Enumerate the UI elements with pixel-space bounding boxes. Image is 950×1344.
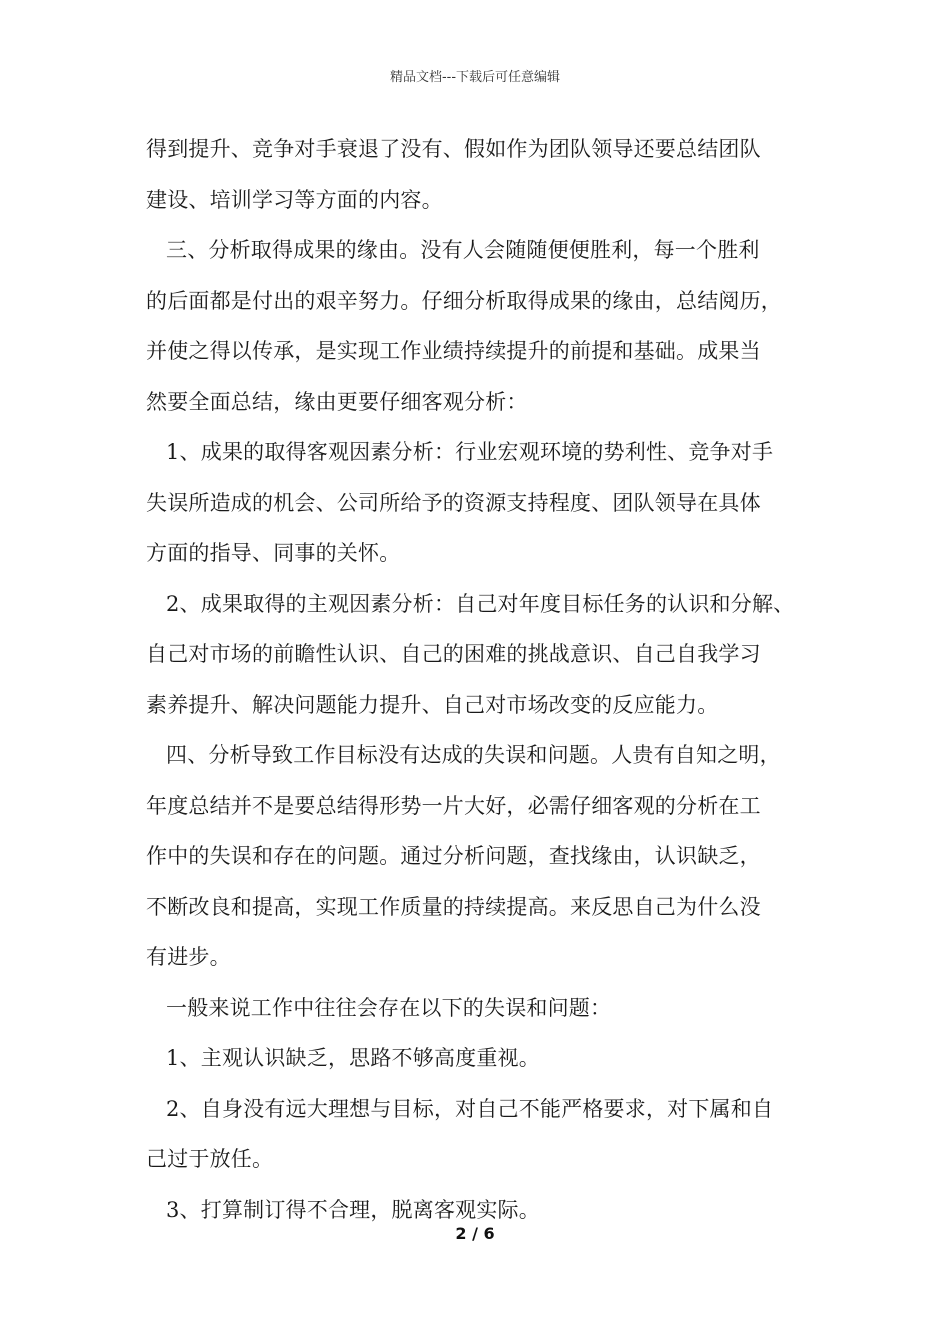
text-line: 不断改良和提高，实现工作质量的持续提高。来反思自己为什么没 [146, 894, 761, 919]
text-line: 的后面都是付出的艰辛努力。仔细分析取得成果的缘由，总结阅历， [146, 288, 782, 313]
text-line: 有进步。 [146, 945, 231, 969]
text-line: 1、主观认识缺乏，思路不够高度重视。 [166, 1046, 540, 1070]
text-line: 四、分析导致工作目标没有达成的失误和问题。人贵有自知之明， [166, 743, 781, 767]
text-line: 作中的失误和存在的问题。通过分析问题，查找缘由，认识缺乏， [146, 844, 761, 868]
text-line: 三、分析取得成果的缘由。没有人会随随便便胜利，每一个胜利 [166, 238, 760, 262]
page-header: 精品文档---下载后可任意编辑 [389, 70, 561, 85]
text-line: 得到提升、竞争对手衰退了没有、假如作为团队领导还要总结团队 [146, 137, 761, 161]
text-line: 方面的指导、同事的关怀。 [146, 541, 401, 565]
text-line: 并使之得以传承，是实现工作业绩持续提升的前提和基础。成果当 [146, 339, 761, 363]
text-line: 年度总结并不是要总结得形势一片大好，必需仔细客观的分析在工 [146, 793, 761, 818]
text-line: 失误所造成的机会、公司所给予的资源支持程度、团队领导在具体 [146, 490, 761, 515]
text-line: 2、自身没有远大理想与目标，对自己不能严格要求，对下属和自 [166, 1096, 774, 1121]
text-line: 1、成果的取得客观因素分析：行业宏观环境的势利性、竞争对手 [166, 440, 774, 464]
text-line: 然要全面总结，缘由更要仔细客观分析： [146, 389, 528, 414]
text-line: 素养提升、解决问题能力提升、自己对市场改变的反应能力。 [146, 692, 719, 717]
text-line: 建设、培训学习等方面的内容。 [146, 187, 443, 212]
text-line: 自己对市场的前瞻性认识、自己的困难的挑战意识、自己自我学习 [146, 642, 761, 666]
text-line: 3、打算制订得不合理，脱离客观实际。 [166, 1197, 540, 1222]
text-line: 2、成果取得的主观因素分析：自己对年度目标任务的认识和分解、 [166, 591, 795, 616]
page-number: 2 / 6 [455, 1224, 495, 1243]
text-line: 一般来说工作中往往会存在以下的失误和问题： [166, 995, 612, 1020]
document-body [146, 124, 814, 1235]
text-line: 己过于放任。 [146, 1147, 274, 1171]
